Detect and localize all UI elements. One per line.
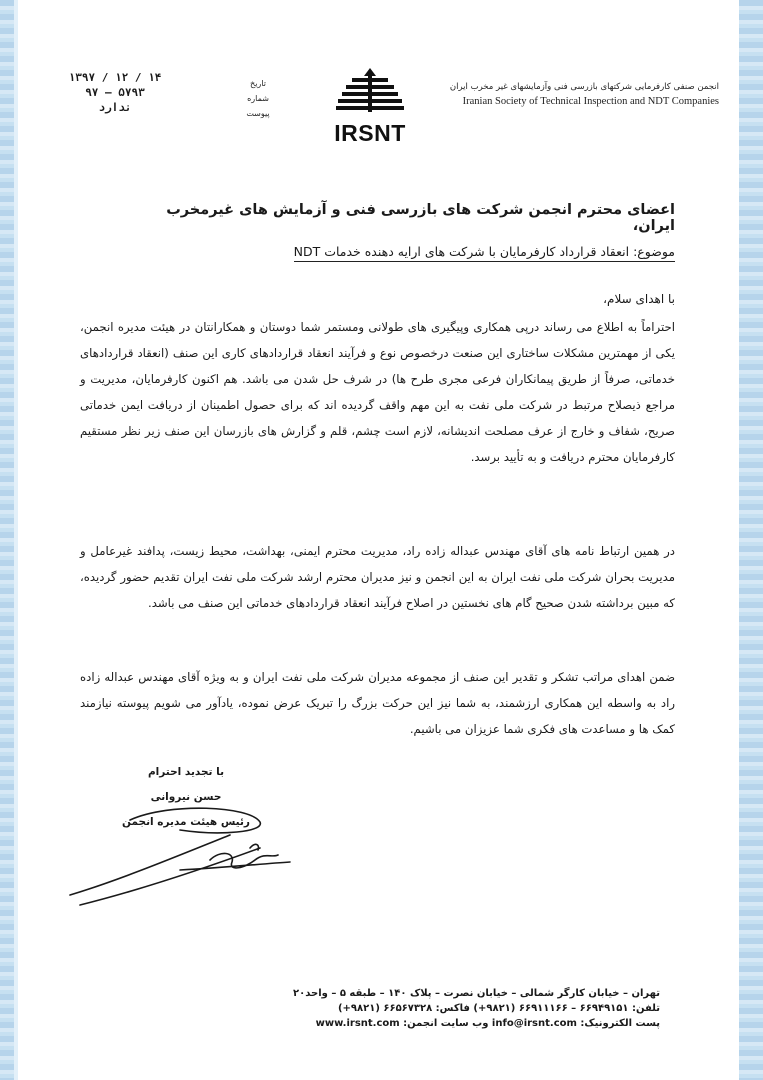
letter-addressee: اعضای محترم انجمن شرکت های بازرسی فنی و آزمایش های غیرمخرب ایران،: [166, 202, 675, 234]
footer-email-website: پست الکترونیک: info@irsnt.com وب سایت انجمن: www.irsnt.com: [315, 1018, 660, 1029]
logo-text: IRSNT: [334, 120, 406, 146]
date-label: تاریخ: [250, 79, 266, 88]
paragraph-1: احتراماً به اطلاع می رساند درپی همکاری وپیگیری های طولانی ومستمر شما دوستان و همکارانتان در هیئت مدیره انجمن، یکی از مهمترین مشکلات ساختاری این صنعت درخصوص نوع و فرآیند انعقاد قراردادهای کاری این صنف (انعقاد قراردادهای خدماتی، صرفاً از طریق پیمانکاران فرعی مجری طرح ها) در شرف حل شدن می باشد. هم اکنون کارفرمایان، مدیریت و مراجع ذیصلاح مرتبط در شرکت ملی نفت به این مهم واقف گردیده اند که برای حصول اطمینان از دریافت ایمن خدماتی صریح، شفاف و خارج از عرف مصلحت اندیشانه، لازم است چشم، قلم و گزارش های بازرسان این صنف زیر نظر مستقیم کارفرمایان محترم دریافت و به تأیید برسد.: [80, 320, 675, 464]
number-label: شماره: [247, 94, 269, 103]
paragraph-2: در همین ارتباط نامه های آقای مهندس عبداله زاده راد، مدیریت محترم ایمنی، بهداشت، محیط زیست، پدافند غیرعامل و مدیریت بحران شرکت ملی نفت ایران به این انجمن و نیز مدیران محترم ارشد شرکت ملی نفت ایران تقدیم حضور گردیده، که مبین برداشته شدن صحیح گام های نخستین در اصلاح فرآیند انعقاد قراردادهای خدماتی این صنف می باشد.: [80, 544, 675, 610]
right-decorative-strip: [739, 0, 763, 1080]
letter-subject-text: موضوع: انعقاد قرارداد کارفرمایان با شرکت های ارایه دهنده خدمات NDT: [294, 244, 675, 262]
footer-address: تهران – خیابان کارگر شمالی – خیابان نصرت – پلاک ۱۴۰ – طبقه ۵ – واحد۲۰: [293, 988, 660, 999]
attachment-value: ندارد: [98, 101, 132, 114]
closing-regards: با تجدید احترام: [147, 766, 225, 778]
signer-name: حسن نیروانی: [150, 791, 222, 803]
paragraph-3: ضمن اهدای مراتب تشکر و تقدیر این صنف از مجموعه مدیران شرکت ملی نفت ایران و به ویژه آقای مهندس عبداله زاده راد به واسطه این همکاری ارزشمند، به شما نیز این حرکت بزرگ را تبریک عرض نموده، یادآور می شویم پیوسته نیازمند کمک ها و مساعدت های فکری شما عزیزان می باشیم.: [80, 670, 675, 736]
letter-subject: [175, 244, 675, 259]
org-name-persian: انجمن صنفی کارفرمایی شرکتهای بازرسی فنی وآزمایشهای غیر مخرب ایران: [449, 82, 719, 92]
letter-footer: [190, 986, 660, 1031]
attachment-label: پیوست: [246, 109, 270, 118]
handwritten-signature-icon: [60, 800, 320, 910]
org-name-english: Iranian Society of Technical Inspection and NDT Companies: [462, 96, 719, 107]
left-decorative-strip: [0, 0, 14, 1080]
letter-greeting: با اهدای سلام،: [603, 292, 675, 306]
footer-phone-fax: تلفن: ۶۶۹۴۹۱۵۱ – ۶۶۹۱۱۱۶۶ (۹۸۲۱+) فاکس: ۶۶۵۶۷۳۲۸ (۹۸۲۱+): [337, 1003, 660, 1014]
signer-title: رئیس هیئت مدیره انجمن: [122, 816, 250, 828]
left-decorative-border: [14, 0, 18, 1080]
letter-meta-values: [60, 70, 170, 115]
date-value: ۱۳۹۷ / ۱۲ / ۱۴: [68, 71, 162, 84]
letter-meta-labels: [228, 76, 288, 121]
number-value: ۹۷ – ۵۷۹۳: [85, 86, 145, 99]
